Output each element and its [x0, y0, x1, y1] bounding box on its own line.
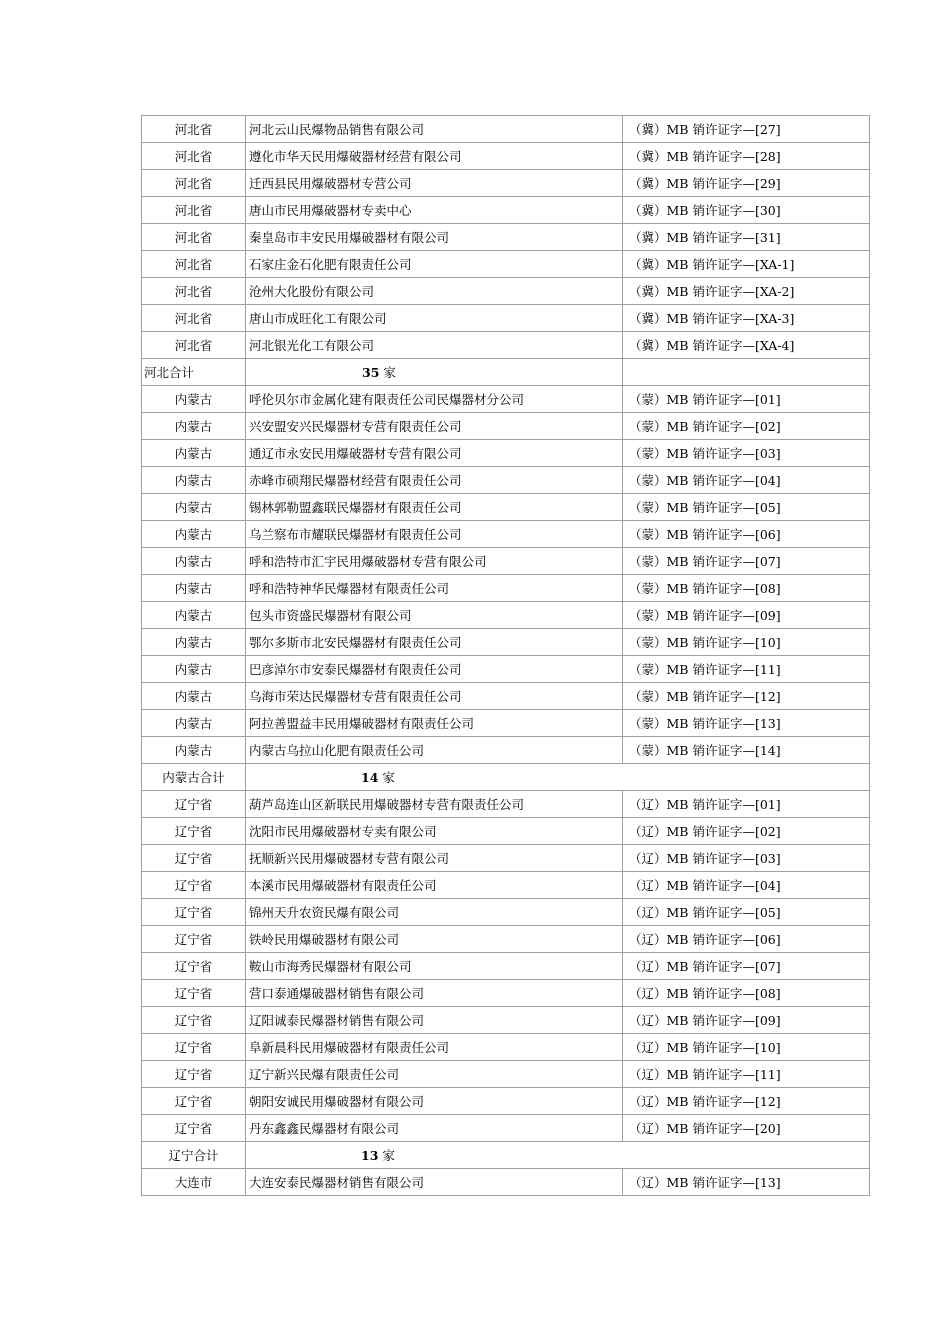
license-cell: （蒙）MB 销许证字—[13] — [623, 710, 870, 737]
province-cell: 河北省 — [142, 143, 246, 170]
province-cell: 内蒙古 — [142, 467, 246, 494]
company-cell: 迁西县民用爆破器材专营公司 — [246, 170, 623, 197]
subtotal-count-cell — [246, 359, 623, 386]
table-row — [142, 872, 870, 899]
company-cell: 巴彦淖尔市安泰民爆器材有限责任公司 — [246, 656, 623, 683]
table-row — [142, 251, 870, 278]
province-cell: 内蒙古 — [142, 629, 246, 656]
province-cell: 河北省 — [142, 197, 246, 224]
license-cell: （蒙）MB 销许证字—[03] — [623, 440, 870, 467]
table-row — [142, 1169, 870, 1196]
province-cell: 内蒙古 — [142, 683, 246, 710]
table-row — [142, 980, 870, 1007]
province-cell: 内蒙古 — [142, 548, 246, 575]
table-row — [142, 548, 870, 575]
table-row — [142, 1034, 870, 1061]
province-cell: 辽宁省 — [142, 899, 246, 926]
company-cell: 兴安盟安兴民爆器材专营有限责任公司 — [246, 413, 623, 440]
table-row — [142, 278, 870, 305]
subtotal-count: 14 — [361, 770, 379, 785]
license-cell: （蒙）MB 销许证字—[02] — [623, 413, 870, 440]
table-row — [142, 737, 870, 764]
company-cell: 唐山市民用爆破器材专卖中心 — [246, 197, 623, 224]
company-cell: 锡林郭勒盟鑫联民爆器材有限责任公司 — [246, 494, 623, 521]
province-cell: 河北省 — [142, 332, 246, 359]
license-cell: （蒙）MB 销许证字—[04] — [623, 467, 870, 494]
province-cell: 河北省 — [142, 224, 246, 251]
province-cell: 辽宁省 — [142, 1061, 246, 1088]
province-cell: 河北省 — [142, 170, 246, 197]
table-row — [142, 197, 870, 224]
company-cell: 辽宁新兴民爆有限责任公司 — [246, 1061, 623, 1088]
company-cell: 阜新晨科民用爆破器材有限责任公司 — [246, 1034, 623, 1061]
province-cell: 内蒙古 — [142, 602, 246, 629]
license-cell: （辽）MB 销许证字—[02] — [623, 818, 870, 845]
province-cell: 辽宁省 — [142, 1007, 246, 1034]
license-cell: （蒙）MB 销许证字—[05] — [623, 494, 870, 521]
table-row — [142, 683, 870, 710]
company-cell: 唐山市成旺化工有限公司 — [246, 305, 623, 332]
license-cell: （辽）MB 销许证字—[20] — [623, 1115, 870, 1142]
table-row — [142, 224, 870, 251]
province-cell: 辽宁省 — [142, 791, 246, 818]
province-cell: 河北省 — [142, 278, 246, 305]
province-cell: 内蒙古 — [142, 710, 246, 737]
licensee-table — [141, 115, 870, 1196]
license-cell: （辽）MB 销许证字—[09] — [623, 1007, 870, 1034]
subtotal-count: 35 — [362, 365, 380, 380]
license-cell: （蒙）MB 销许证字—[06] — [623, 521, 870, 548]
table-row — [142, 953, 870, 980]
company-cell: 石家庄金石化肥有限责任公司 — [246, 251, 623, 278]
company-cell: 呼和浩特市汇宇民用爆破器材专营有限公司 — [246, 548, 623, 575]
table-row — [142, 386, 870, 413]
province-cell: 辽宁省 — [142, 953, 246, 980]
province-cell: 河北省 — [142, 116, 246, 143]
company-cell: 乌海市荣达民爆器材专营有限责任公司 — [246, 683, 623, 710]
company-cell: 遵化市华天民用爆破器材经营有限公司 — [246, 143, 623, 170]
license-cell: （辽）MB 销许证字—[03] — [623, 845, 870, 872]
company-cell: 鄂尔多斯市北安民爆器材有限责任公司 — [246, 629, 623, 656]
subtotal-label: 内蒙古合计 — [142, 764, 246, 791]
table-row — [142, 1007, 870, 1034]
province-cell: 河北省 — [142, 305, 246, 332]
table-row — [142, 521, 870, 548]
license-cell: （冀）MB 销许证字—[27] — [623, 116, 870, 143]
province-cell: 内蒙古 — [142, 521, 246, 548]
subtotal-row — [142, 1142, 870, 1169]
subtotal-count: 13 — [361, 1148, 379, 1163]
table-row — [142, 710, 870, 737]
table-row — [142, 1115, 870, 1142]
subtotal-unit: 家 — [382, 770, 395, 785]
license-cell: （冀）MB 销许证字—[29] — [623, 170, 870, 197]
license-cell: （冀）MB 销许证字—[XA-1] — [623, 251, 870, 278]
license-cell: （辽）MB 销许证字—[12] — [623, 1088, 870, 1115]
license-cell: （蒙）MB 销许证字—[11] — [623, 656, 870, 683]
table-row — [142, 494, 870, 521]
company-cell: 鞍山市海秀民爆器材有限公司 — [246, 953, 623, 980]
company-cell: 丹东鑫鑫民爆器材有限公司 — [246, 1115, 623, 1142]
company-cell: 大连安泰民爆器材销售有限公司 — [246, 1169, 623, 1196]
table-row — [142, 602, 870, 629]
province-cell: 大连市 — [142, 1169, 246, 1196]
province-cell: 辽宁省 — [142, 1034, 246, 1061]
subtotal-unit: 家 — [382, 1148, 395, 1163]
province-cell: 内蒙古 — [142, 494, 246, 521]
table-row — [142, 656, 870, 683]
province-cell: 辽宁省 — [142, 926, 246, 953]
company-cell: 乌兰察布市耀联民爆器材有限责任公司 — [246, 521, 623, 548]
table-row — [142, 305, 870, 332]
company-cell: 辽阳诚泰民爆器材销售有限公司 — [246, 1007, 623, 1034]
license-cell: （冀）MB 销许证字—[31] — [623, 224, 870, 251]
license-cell: （辽）MB 销许证字—[13] — [623, 1169, 870, 1196]
license-cell: （冀）MB 销许证字—[XA-4] — [623, 332, 870, 359]
province-cell: 内蒙古 — [142, 386, 246, 413]
license-cell: （蒙）MB 销许证字—[10] — [623, 629, 870, 656]
table-row — [142, 116, 870, 143]
company-cell: 沧州大化股份有限公司 — [246, 278, 623, 305]
table-row — [142, 1088, 870, 1115]
table-row — [142, 629, 870, 656]
table-row — [142, 845, 870, 872]
subtotal-unit: 家 — [383, 365, 396, 380]
province-cell: 辽宁省 — [142, 980, 246, 1007]
table-row — [142, 791, 870, 818]
province-cell: 内蒙古 — [142, 413, 246, 440]
license-cell: （冀）MB 销许证字—[XA-2] — [623, 278, 870, 305]
license-cell: （蒙）MB 销许证字—[08] — [623, 575, 870, 602]
province-cell: 辽宁省 — [142, 872, 246, 899]
province-cell: 内蒙古 — [142, 656, 246, 683]
province-cell: 辽宁省 — [142, 1115, 246, 1142]
subtotal-count-cell — [246, 764, 870, 791]
license-cell: （蒙）MB 销许证字—[01] — [623, 386, 870, 413]
company-cell: 阿拉善盟益丰民用爆破器材有限责任公司 — [246, 710, 623, 737]
table-row — [142, 926, 870, 953]
province-cell: 辽宁省 — [142, 1088, 246, 1115]
license-cell: （蒙）MB 销许证字—[07] — [623, 548, 870, 575]
license-cell: （蒙）MB 销许证字—[12] — [623, 683, 870, 710]
company-cell: 河北云山民爆物品销售有限公司 — [246, 116, 623, 143]
company-cell: 秦皇岛市丰安民用爆破器材有限公司 — [246, 224, 623, 251]
company-cell: 内蒙古乌拉山化肥有限责任公司 — [246, 737, 623, 764]
license-cell: （辽）MB 销许证字—[06] — [623, 926, 870, 953]
company-cell: 本溪市民用爆破器材有限责任公司 — [246, 872, 623, 899]
company-cell: 沈阳市民用爆破器材专卖有限公司 — [246, 818, 623, 845]
table-row — [142, 143, 870, 170]
license-cell: （辽）MB 销许证字—[10] — [623, 1034, 870, 1061]
license-cell: （辽）MB 销许证字—[11] — [623, 1061, 870, 1088]
province-cell: 内蒙古 — [142, 440, 246, 467]
license-cell: （冀）MB 销许证字—[XA-3] — [623, 305, 870, 332]
table-row — [142, 1061, 870, 1088]
company-cell: 营口泰通爆破器材销售有限公司 — [246, 980, 623, 1007]
table-row — [142, 575, 870, 602]
table-body — [142, 116, 870, 1196]
license-cell: （辽）MB 销许证字—[04] — [623, 872, 870, 899]
company-cell: 赤峰市硕翔民爆器材经营有限责任公司 — [246, 467, 623, 494]
company-cell: 呼伦贝尔市金属化建有限责任公司民爆器材分公司 — [246, 386, 623, 413]
subtotal-row — [142, 764, 870, 791]
table-row — [142, 332, 870, 359]
license-cell: （冀）MB 销许证字—[30] — [623, 197, 870, 224]
license-cell: （辽）MB 销许证字—[05] — [623, 899, 870, 926]
table-row — [142, 467, 870, 494]
province-cell: 河北省 — [142, 251, 246, 278]
company-cell: 抚顺新兴民用爆破器材专营有限公司 — [246, 845, 623, 872]
table-row — [142, 899, 870, 926]
table-row — [142, 818, 870, 845]
company-cell: 朝阳安诚民用爆破器材有限公司 — [246, 1088, 623, 1115]
license-cell: （辽）MB 销许证字—[08] — [623, 980, 870, 1007]
province-cell: 内蒙古 — [142, 737, 246, 764]
company-cell: 葫芦岛连山区新联民用爆破器材专营有限责任公司 — [246, 791, 623, 818]
license-cell: （冀）MB 销许证字—[28] — [623, 143, 870, 170]
license-cell: （蒙）MB 销许证字—[09] — [623, 602, 870, 629]
company-cell: 包头市资盛民爆器材有限公司 — [246, 602, 623, 629]
table-row — [142, 413, 870, 440]
subtotal-empty-cell — [623, 359, 870, 386]
subtotal-count-cell — [246, 1142, 870, 1169]
company-cell: 呼和浩特神华民爆器材有限责任公司 — [246, 575, 623, 602]
license-cell: （蒙）MB 销许证字—[14] — [623, 737, 870, 764]
company-cell: 铁岭民用爆破器材有限公司 — [246, 926, 623, 953]
subtotal-label: 辽宁合计 — [142, 1142, 246, 1169]
subtotal-label: 河北合计 — [142, 359, 246, 386]
company-cell: 锦州天升农资民爆有限公司 — [246, 899, 623, 926]
license-cell: （辽）MB 销许证字—[07] — [623, 953, 870, 980]
license-cell: （辽）MB 销许证字—[01] — [623, 791, 870, 818]
province-cell: 辽宁省 — [142, 845, 246, 872]
table-row — [142, 170, 870, 197]
company-cell: 通辽市永安民用爆破器材专营有限公司 — [246, 440, 623, 467]
company-cell: 河北银光化工有限公司 — [246, 332, 623, 359]
province-cell: 内蒙古 — [142, 575, 246, 602]
province-cell: 辽宁省 — [142, 818, 246, 845]
table-row — [142, 440, 870, 467]
subtotal-row — [142, 359, 870, 386]
